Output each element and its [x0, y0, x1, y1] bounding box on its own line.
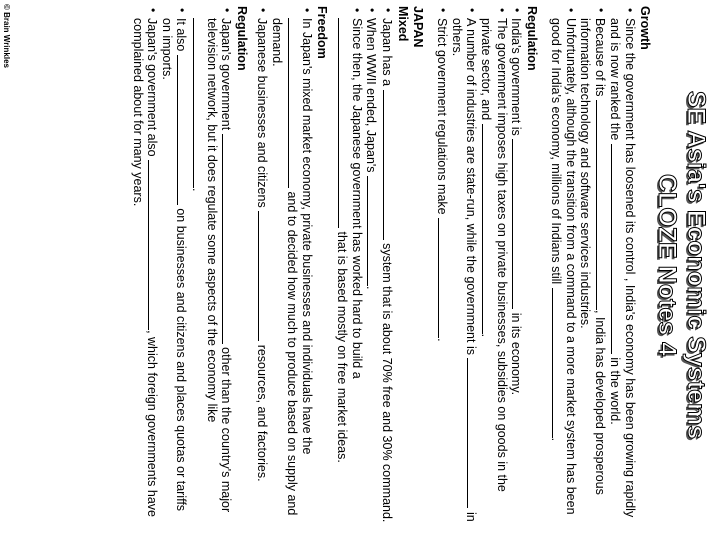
growth-list — [549, 6, 637, 524]
list-item: • Japan has a system that is about 70% free and 30% command. — [379, 18, 394, 524]
blank-line — [467, 358, 479, 508]
blank-line — [512, 139, 524, 309]
list-item: • Japan's government also , which foreign governments have complained about for many years. — [131, 18, 160, 524]
list-item: • Strict government regulations make . — [435, 18, 450, 524]
blank-line — [193, 18, 205, 188]
section-heading-mixed: Mixed — [395, 6, 410, 42]
blank-line — [222, 134, 234, 344]
list-item: • When WWII ended, Japan's . — [364, 18, 379, 524]
blank-line — [148, 160, 160, 330]
list-item: • Unfortunately, although the transition from a command to a more market system has been good for India's economy, millions of Indians still . — [549, 18, 578, 524]
regulation-japan-list — [131, 6, 234, 524]
blank-line — [482, 124, 494, 334]
freedom-list — [255, 6, 314, 524]
section-heading-regulation: Regulation — [524, 6, 539, 71]
list-item: • India's government is in its economy. — [509, 18, 524, 524]
blank-line — [596, 100, 608, 310]
list-item: • A number of industries are state-run, while the government is in others. — [450, 18, 479, 524]
list-item: • The government imposes high taxes on private businesses, subsidies on goods in the private sector, and . — [479, 18, 508, 524]
title-line-2: CLOZE Notes 4 — [653, 174, 681, 356]
slide-title — [652, 6, 710, 524]
list-item: • Japan's government other than the country's major television network, but it does regulate some aspects of the economy like . — [189, 18, 234, 524]
blank-line — [367, 176, 379, 286]
japan-list — [335, 6, 395, 524]
list-item: • Japanese businesses and citizens resources, and factories. — [255, 18, 270, 524]
list-item: • In Japan's mixed market economy, private businesses and individuals have the and to decided how much to produce based on supply and demand. — [270, 18, 314, 524]
section-heading-japan: JAPAN — [410, 6, 425, 48]
blank-line — [383, 90, 395, 240]
section-heading-freedom: Freedom — [314, 6, 329, 59]
blank-line — [552, 288, 564, 438]
blank-line — [611, 144, 623, 354]
blank-line — [288, 18, 300, 188]
blank-line — [258, 211, 270, 341]
regulation-list — [435, 6, 524, 524]
blank-line — [177, 55, 189, 205]
blank-line — [438, 218, 450, 338]
list-item: • Since then, the Japanese government has worked hard to build a that is based mostly on free market ideas. — [335, 18, 364, 524]
section-heading-growth: Growth — [638, 6, 652, 50]
list-item: • It also on businesses and citizens and places quotas or tariffs on imports. — [160, 18, 189, 524]
list-item: • Since the government has loosened its control , India's economy has been growing rapidly and is now ranked the in the world. — [608, 18, 637, 524]
list-item: • Because of its , India has developed prosperous information technology and software services industries. — [578, 18, 607, 524]
copyright-footer: © Brain Wrinkles — [2, 4, 11, 68]
blank-line — [338, 18, 350, 228]
section-heading-regulation-japan: Regulation — [234, 6, 249, 71]
title-line-1: SE Asia's Economic Systems — [682, 90, 710, 440]
